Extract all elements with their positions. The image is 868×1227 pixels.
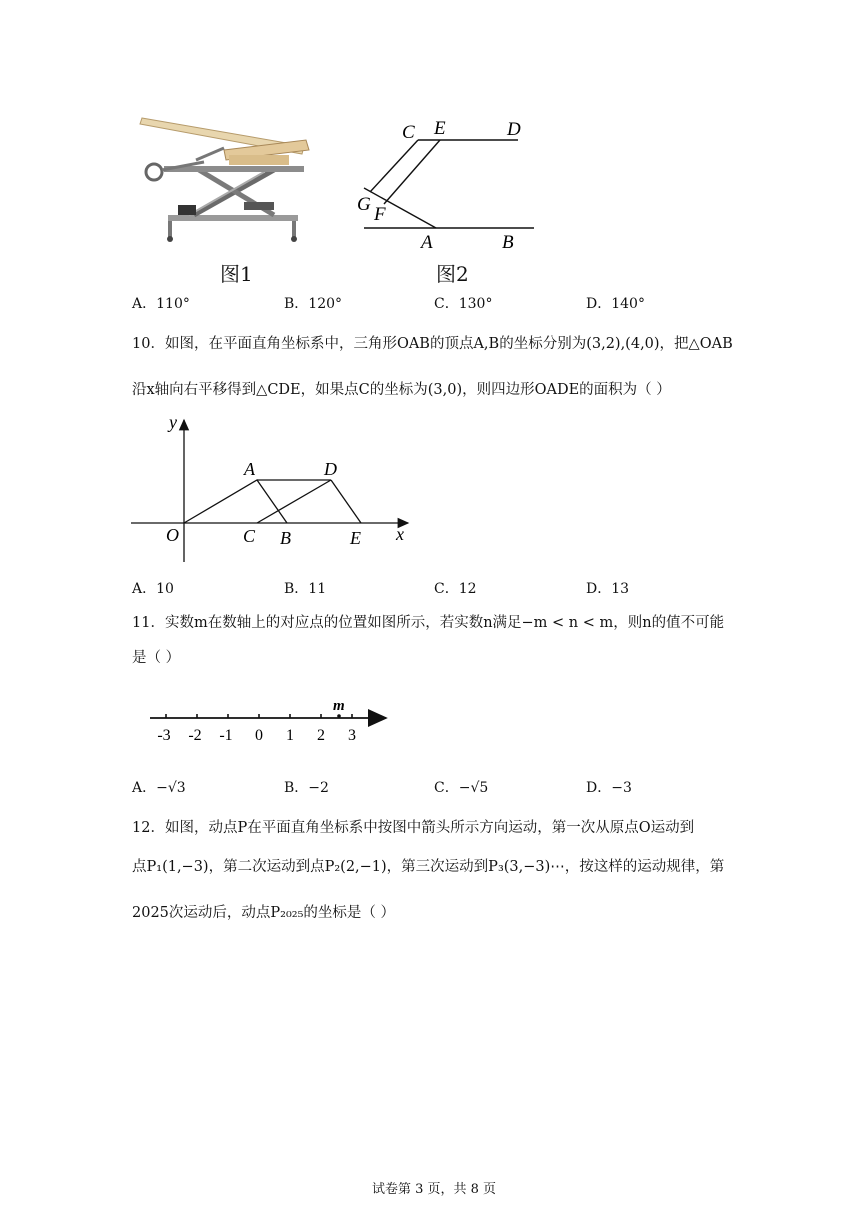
point-label-g: G xyxy=(357,194,371,215)
option-key: B． xyxy=(284,780,309,796)
tick-label: -2 xyxy=(188,727,202,744)
option-key: B． xyxy=(284,581,309,597)
q10-stem-line-1: 10．如图，在平面直角坐标系中，三角形OAB的顶点A,B的坐标分别为(3,2),(4,0)，把△OAB xyxy=(132,336,733,352)
option-key: C． xyxy=(434,780,459,796)
option-key: B． xyxy=(284,296,309,312)
point-label-c: C xyxy=(402,122,415,143)
figure-1-label: 图1 xyxy=(220,262,253,286)
point-label-c: C xyxy=(243,526,256,546)
option-key: A． xyxy=(132,780,157,796)
q11-option-c xyxy=(434,778,488,798)
q10-coordinate-graph xyxy=(126,412,426,572)
bed-illustration xyxy=(134,110,314,245)
number-line-diagram xyxy=(146,694,396,746)
point-label-e: E xyxy=(350,528,361,548)
option-value: −3 xyxy=(611,780,632,796)
axis-label-y: y xyxy=(169,412,177,432)
point-label-b: B xyxy=(280,528,291,548)
q10-option-c xyxy=(434,579,477,599)
tick-label: 1 xyxy=(286,727,294,744)
option-value: −2 xyxy=(308,780,329,796)
q11-stem-line-2: 是（ ） xyxy=(132,650,181,666)
option-key: D． xyxy=(586,780,612,796)
axis-label-x: x xyxy=(396,524,404,544)
point-label-a: A xyxy=(421,232,433,253)
tick-label: -3 xyxy=(157,727,171,744)
point-label-d: D xyxy=(507,119,521,140)
point-label-e: E xyxy=(434,118,446,139)
translation-graph xyxy=(126,412,426,572)
figure-2-label: 图2 xyxy=(436,262,469,286)
option-key: A． xyxy=(132,581,157,597)
tick-label: -1 xyxy=(219,727,233,744)
tick-label: 0 xyxy=(255,727,263,744)
q10-option-d xyxy=(586,579,629,599)
option-value: 11 xyxy=(308,581,327,597)
q12-stem-line-3: 2025次运动后，动点P₂₀₂₅的坐标是（ ） xyxy=(132,905,396,921)
option-value: 120° xyxy=(308,296,343,312)
option-value: 140° xyxy=(611,296,645,312)
tick-label: 3 xyxy=(348,727,356,744)
option-value: −√3 xyxy=(156,780,186,796)
page-footer: 试卷第 3 页，共 8 页 xyxy=(371,1182,497,1197)
q9-option-c xyxy=(434,294,492,314)
option-value: 10 xyxy=(156,581,174,597)
q11-option-d xyxy=(586,778,632,798)
q9-figure-1 xyxy=(134,110,314,245)
option-value: −√5 xyxy=(458,780,489,796)
point-label-b: B xyxy=(502,232,514,253)
option-value: 12 xyxy=(458,581,477,597)
q11-stem-line-1: 11．实数m在数轴上的对应点的位置如图所示，若实数n满足−m < n < m，则n的值不可能 xyxy=(132,615,725,631)
point-label-a: A xyxy=(244,459,255,479)
option-key: D． xyxy=(586,581,612,597)
q12-stem-line-2: 点P₁(1,−3)，第二次运动到点P₂(2,−1)，第三次运动到P₃(3,−3)⋯，按这样的运动规律，第 xyxy=(132,859,725,875)
q10-option-a xyxy=(132,579,174,599)
point-m-dot xyxy=(337,714,341,718)
q10-option-b xyxy=(284,579,326,599)
q9-figure-2 xyxy=(352,112,542,257)
q12-stem-line-1: 12．如图，动点P在平面直角坐标系中按图中箭头所示方向运动，第一次从原点O运动到 xyxy=(132,820,695,836)
option-value: 110° xyxy=(156,296,190,312)
q11-number-line xyxy=(146,694,396,746)
q9-option-d xyxy=(586,294,645,314)
point-label-m: m xyxy=(333,698,345,714)
point-label-o: O xyxy=(166,525,179,545)
q9-option-b xyxy=(284,294,342,314)
option-key: C． xyxy=(434,581,459,597)
option-key: A． xyxy=(132,296,157,312)
option-value: 130° xyxy=(458,296,493,312)
option-key: D． xyxy=(586,296,612,312)
parallel-lines-diagram xyxy=(352,112,542,257)
point-label-d: D xyxy=(324,459,337,479)
q11-option-b xyxy=(284,778,329,798)
option-key: C． xyxy=(434,296,459,312)
option-value: 13 xyxy=(611,581,630,597)
point-label-f: F xyxy=(374,204,386,225)
q10-stem-line-2: 沿x轴向右平移得到△CDE，如果点C的坐标为(3,0)，则四边形OADE的面积为（ ） xyxy=(132,382,671,398)
tick-label: 2 xyxy=(317,727,325,744)
q11-option-a xyxy=(132,778,186,798)
q9-option-a xyxy=(132,294,190,314)
